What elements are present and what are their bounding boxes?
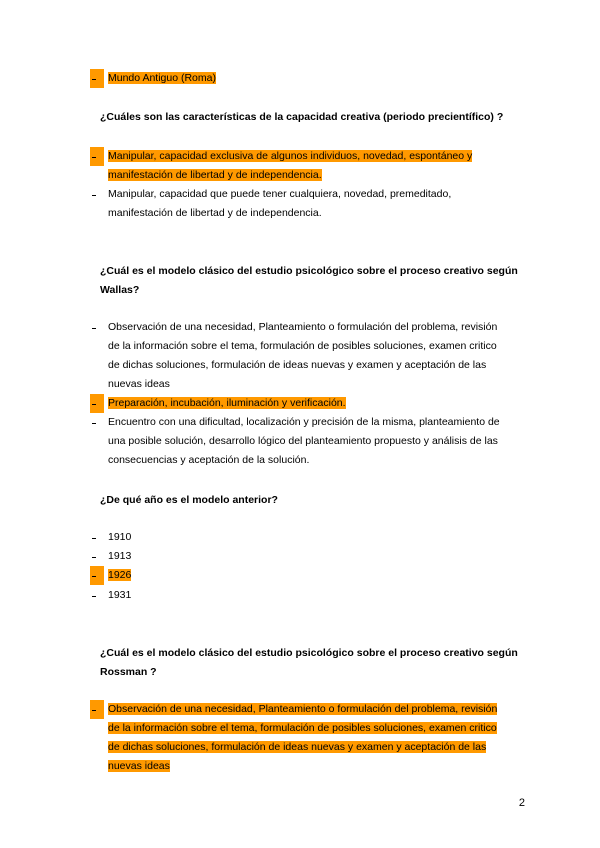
answer-line: nuevas ideas xyxy=(108,378,170,390)
answer-text: 1913 xyxy=(108,550,132,562)
bullet-dash xyxy=(90,413,104,432)
answer-line: nuevas ideas xyxy=(108,760,170,772)
answer-line: de la información sobre el tema, formulación de posibles soluciones, examen critico xyxy=(108,722,497,734)
question-1: ¿Cuáles son las características de la capacidad creativa (periodo precientífico) ? xyxy=(100,111,504,123)
question-line: ¿Cuál es el modelo clásico del estudio psicológico sobre el proceso creativo según xyxy=(100,265,518,277)
answer-text: 1926 xyxy=(108,569,132,581)
answer-line: de la información sobre el tema, formulación de posibles soluciones, examen critico xyxy=(108,340,497,352)
answer-text: 1931 xyxy=(108,589,132,601)
list-item xyxy=(90,566,530,585)
bullet-dash xyxy=(90,394,104,413)
bullet-dash xyxy=(90,700,104,719)
question-3: ¿De qué año es el modelo anterior? xyxy=(100,494,278,506)
answer-line: de dichas soluciones, formulación de ideas nuevas y examen y aceptación de las xyxy=(108,359,487,371)
question-line: Rossman ? xyxy=(100,666,157,678)
answer-line: Manipular, capacidad exclusiva de algunos individuos, novedad, espontáneo y xyxy=(108,150,473,162)
question-2 xyxy=(100,262,530,300)
bullet-dash xyxy=(90,318,104,337)
page-number: 2 xyxy=(518,797,525,809)
bullet-dash xyxy=(90,147,104,166)
list-item xyxy=(90,69,530,88)
question-line: Wallas? xyxy=(100,284,140,296)
bullet-dash xyxy=(90,566,104,585)
answer-line: manifestación de libertad y de independencia. xyxy=(108,169,322,181)
answer-line: Observación de una necesidad, Planteamiento o formulación del problema, revisión xyxy=(108,321,498,333)
bullet-dash xyxy=(90,69,104,88)
answer-line: consecuencias y aceptación de la solución. xyxy=(108,454,310,466)
list-item xyxy=(90,185,530,223)
answer-line: manifestación de libertad y de independencia. xyxy=(108,207,322,219)
question-line: ¿Cuál es el modelo clásico del estudio psicológico sobre el proceso creativo según xyxy=(100,647,518,659)
answer-line: Observación de una necesidad, Planteamiento o formulación del problema, revisión xyxy=(108,703,498,715)
bullet-dash xyxy=(90,185,104,204)
answer-line: Manipular, capacidad que puede tener cualquiera, novedad, premeditado, xyxy=(108,188,452,200)
answer-line: de dichas soluciones, formulación de ideas nuevas y examen y aceptación de las xyxy=(108,741,487,753)
answer-line: Preparación, incubación, iluminación y verificación. xyxy=(108,397,346,409)
answer-text: Mundo Antiguo (Roma) xyxy=(108,72,216,84)
list-item xyxy=(90,700,530,776)
list-item xyxy=(90,528,530,547)
question-4 xyxy=(100,644,530,682)
answer-text: 1910 xyxy=(108,531,132,543)
list-item xyxy=(90,547,530,566)
answer-line: Encuentro con una dificultad, localización y precisión de la misma, planteamiento de xyxy=(108,416,500,428)
list-item xyxy=(90,586,530,605)
bullet-dash xyxy=(90,528,104,547)
list-item xyxy=(90,318,530,394)
list-item xyxy=(90,394,530,413)
answer-line: una posible solución, desarrollo lógico del planteamiento propuesto y análisis de las xyxy=(108,435,498,447)
bullet-dash xyxy=(90,547,104,566)
bullet-dash xyxy=(90,586,104,605)
list-item xyxy=(90,413,530,470)
list-item xyxy=(90,147,530,185)
